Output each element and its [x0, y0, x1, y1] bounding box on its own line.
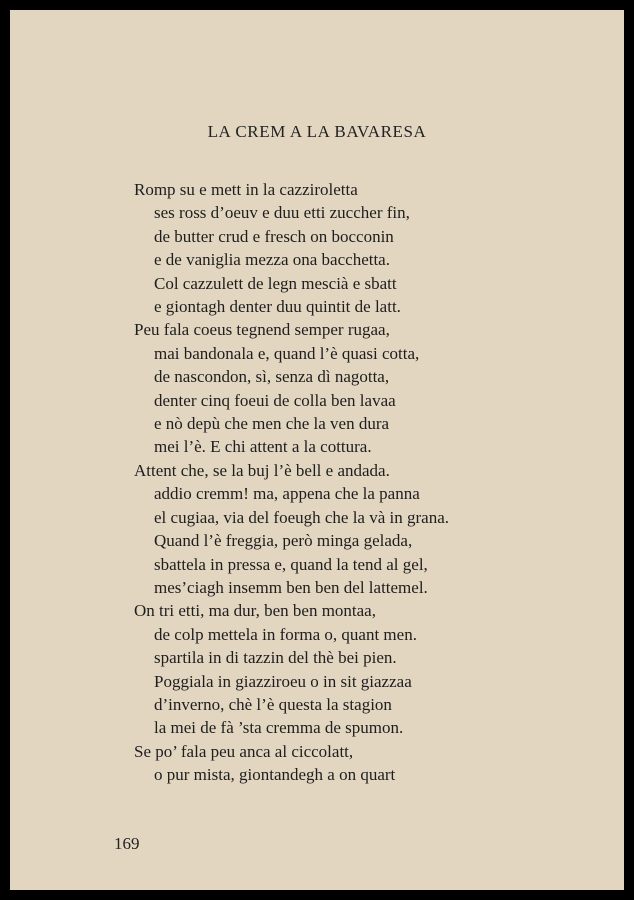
verse-line: e nò depù che men che la ven dura [154, 414, 390, 434]
stanza [134, 599, 449, 739]
page-number: 169 [114, 834, 140, 853]
verse-line: spartila in di tazzin del thè bei pien. [154, 648, 397, 668]
verse-line: mes’ciagh insemm ben ben del lattemel. [154, 577, 428, 597]
poem-body [134, 178, 449, 787]
verse-line: denter cinq foeui de colla ben lavaa [154, 390, 396, 410]
book-page [10, 10, 624, 890]
verse-line: Romp su e mett in la cazziroletta [134, 180, 358, 199]
stanza [134, 178, 449, 318]
verse-line: Poggiala in giazziroeu o in sit giazzaa [154, 671, 412, 691]
verse-line: de butter crud e fresch on bocconin [154, 226, 394, 246]
poem-title: LA CREM A LA BAVARESA [207, 122, 427, 141]
verse-line: mei l’è. E chi attent a la cottura. [154, 437, 372, 457]
verse-line: Col cazzulett de legn mescià e sbatt [154, 273, 397, 293]
verse-line: Se po’ fala peu anca al ciccolatt, [134, 741, 354, 761]
verse-line: Attent che, se la buj l’è bell e andada. [134, 460, 390, 480]
verse-line: mai bandonala e, quand l’è quasi cotta, [154, 343, 420, 363]
verse-line: Peu fala coeus tegnend semper rugaa, [134, 320, 390, 340]
stanza [134, 459, 449, 599]
verse-line: de colp mettela in forma o, quant men. [154, 624, 417, 644]
verse-line: sbattela in pressa e, quand la tend al gel, [154, 554, 428, 574]
verse-line: o pur mista, giontandegh a on quart [154, 765, 396, 785]
verse-line: e giontagh denter duu quintit de latt. [154, 297, 401, 317]
verse-line: d’inverno, chè l’è questa la stagion [154, 694, 392, 714]
verse-line: ses ross d’oeuv e duu etti zuccher fin, [154, 203, 410, 223]
verse-line: addio cremm! ma, appena che la panna [154, 484, 420, 504]
verse-line: la mei de fà ’sta cremma de spumon. [154, 718, 404, 738]
verse-line: de nascondon, sì, senza dì nagotta, [154, 367, 390, 387]
verse-line: On tri etti, ma dur, ben ben montaa, [134, 601, 376, 621]
verse-line: Quand l’è freggia, però minga gelada, [154, 531, 413, 551]
stanza [134, 318, 449, 458]
verse-line: e de vaniglia mezza ona bacchetta. [154, 250, 390, 270]
verse-line: el cugiaa, via del foeugh che la và in grana. [154, 507, 450, 527]
stanza [134, 740, 449, 787]
